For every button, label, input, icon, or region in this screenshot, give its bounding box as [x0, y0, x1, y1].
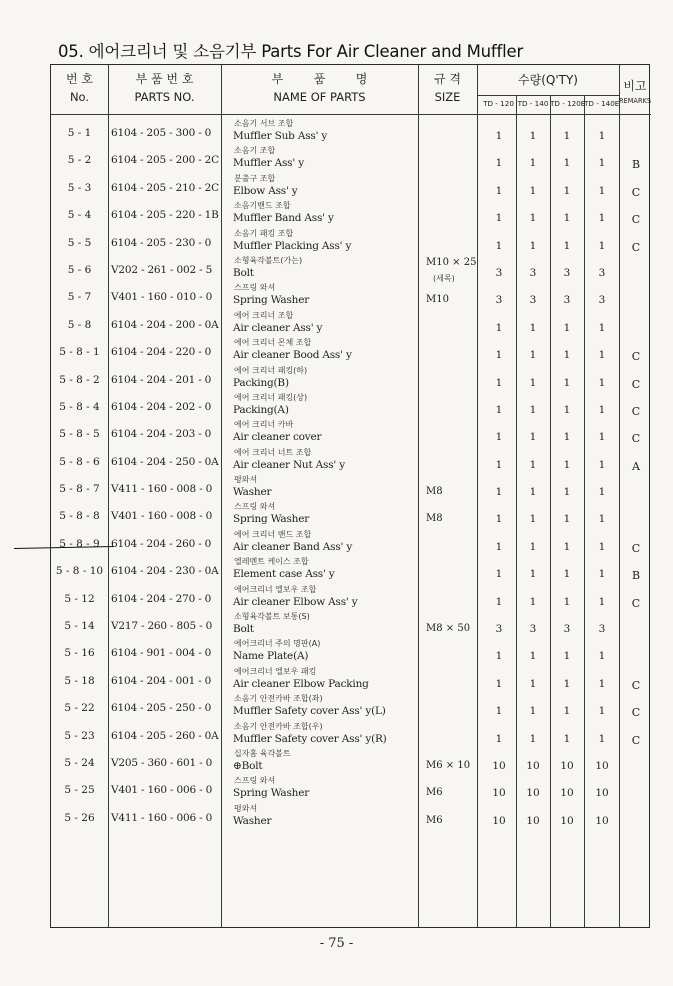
size-spec: M6: [426, 814, 443, 826]
item-number: 5 - 8 - 5: [59, 428, 100, 441]
quantity-cell: 1: [563, 157, 571, 170]
item-number: 5 - 14: [64, 620, 95, 633]
quantity-cell: 1: [495, 595, 503, 608]
remarks-code: C: [631, 706, 641, 720]
item-number: 5 - 6: [67, 263, 92, 276]
part-name-korean: 소형육각볼트 보통(S): [234, 612, 310, 622]
quantity-cell: 1: [495, 376, 503, 389]
quantity-cell: 1: [529, 568, 537, 581]
quantity-cell: 1: [598, 403, 606, 416]
part-number: 6104 - 205 - 230 - 0: [111, 236, 212, 249]
table-row: [51, 227, 651, 254]
part-number: 6104 - 205 - 250 - 0: [111, 702, 212, 715]
quantity-cell: 1: [563, 212, 571, 225]
table-row: [51, 747, 651, 774]
quantity-cell: 10: [526, 814, 540, 827]
part-name-english: Muffler Placking Ass' y: [233, 239, 352, 252]
table-row: [51, 281, 651, 308]
quantity-cell: 1: [495, 513, 503, 526]
quantity-cell: 1: [598, 157, 606, 170]
item-number: 5 - 8 - 7: [59, 483, 100, 496]
part-name-korean: 에어크리너 엘보우 패킹: [234, 666, 317, 676]
part-name-english: Elbow Ass' y: [233, 184, 298, 197]
item-number: 5 - 16: [64, 647, 95, 660]
part-number: V205 - 360 - 601 - 0: [111, 756, 213, 769]
quantity-cell: 1: [563, 540, 571, 553]
quantity-cell: 1: [529, 130, 537, 142]
quantity-cell: 1: [495, 321, 503, 334]
part-name-korean: 평와셔: [234, 475, 258, 485]
quantity-cell: 3: [598, 266, 606, 279]
remarks-code: C: [631, 185, 641, 199]
quantity-cell: 1: [529, 321, 537, 334]
part-number: 6104 - 204 - 001 - 0: [111, 674, 212, 687]
part-number: 6104 - 205 - 210 - 2C: [111, 181, 219, 194]
item-number: 5 - 22: [64, 702, 95, 715]
part-number: V401 - 160 - 010 - 0: [111, 291, 213, 304]
table-row: [51, 637, 651, 664]
size-spec: M8 × 50: [426, 623, 471, 635]
quantity-cell: 3: [563, 266, 571, 279]
remarks-code: A: [632, 459, 640, 473]
quantity-cell: 1: [563, 376, 571, 389]
header-size: 규 격 SIZE: [434, 72, 461, 104]
quantity-cell: 1: [598, 732, 606, 745]
item-number: 5 - 8 - 4: [59, 400, 100, 413]
part-number: V411 - 160 - 008 - 0: [111, 483, 213, 496]
quantity-cell: 3: [598, 294, 606, 307]
item-number: 5 - 8 - 6: [59, 455, 100, 468]
size-spec: M8: [426, 486, 443, 498]
part-number: 6104 - 204 - 203 - 0: [111, 428, 212, 441]
quantity-cell: 1: [529, 677, 537, 690]
quantity-cell: 1: [495, 239, 503, 252]
remarks-code: B: [631, 569, 641, 583]
item-number: 5 - 8 - 2: [59, 373, 100, 386]
header-model-td120: TD - 120: [483, 99, 514, 108]
quantity-cell: 1: [563, 595, 571, 608]
item-number: 5 - 24: [64, 756, 95, 769]
header-model-td120e: TD - 120E: [550, 99, 586, 108]
header-model-td140e: TD - 140E: [584, 99, 620, 108]
part-number: 6104 - 204 - 201 - 0: [111, 373, 212, 386]
item-number: 5 - 8 - 1: [59, 346, 100, 359]
item-number: 5 - 12: [64, 592, 95, 605]
item-number: 5 - 18: [64, 674, 95, 687]
part-name-english: Air cleaner Elbow Ass' y: [233, 595, 358, 608]
quantity-cell: 1: [495, 184, 503, 197]
table-row: [51, 336, 651, 363]
item-number: 5 - 8: [67, 318, 92, 331]
part-name-english: Muffler Safety cover Ass' y(R): [233, 732, 387, 745]
quantity-cell: 1: [529, 540, 537, 553]
quantity-cell: 10: [560, 814, 574, 827]
part-name-english: Spring Washer: [233, 787, 310, 800]
part-number: 6104 - 204 - 250 - 0A: [111, 455, 219, 468]
quantity-cell: 1: [529, 486, 537, 499]
remarks-code: C: [631, 541, 641, 555]
quantity-cell: 1: [598, 486, 606, 499]
table-row: [51, 391, 651, 418]
table-row: [51, 309, 651, 336]
part-name-korean: 스프링 와셔: [234, 502, 276, 512]
quantity-cell: 1: [563, 130, 571, 142]
quantity-cell: 1: [598, 513, 606, 526]
table-row: [51, 692, 651, 719]
quantity-cell: 1: [598, 130, 606, 142]
part-number: V411 - 160 - 006 - 0: [111, 811, 213, 824]
table-row: [51, 172, 651, 199]
quantity-cell: 1: [563, 239, 571, 252]
quantity-cell: 1: [529, 458, 537, 471]
quantity-cell: 3: [495, 266, 503, 279]
header-no: 번 호 No.: [66, 72, 93, 104]
part-name-english: Muffler Band Ass' y: [233, 212, 334, 225]
quantity-cell: 1: [563, 732, 571, 745]
header-model-td140: TD - 140: [517, 99, 549, 108]
quantity-cell: 1: [563, 184, 571, 197]
quantity-cell: 1: [495, 568, 503, 581]
part-number: 6104 - 204 - 200 - 0A: [111, 318, 219, 331]
table-row: [51, 446, 651, 473]
part-name-korean: 십자홈 육각볼트: [234, 748, 291, 758]
part-name-korean: 평와셔: [234, 803, 258, 813]
header-name: 부 품 명 NAME OF PARTS: [271, 72, 368, 104]
part-name-korean: 소음기 서브 조합: [234, 119, 294, 128]
part-name-korean: 에어 크리너 몬체 조합: [234, 338, 312, 348]
size-spec-note: (세목): [433, 273, 455, 283]
page-number: - 75 -: [319, 936, 354, 951]
quantity-cell: 10: [595, 814, 609, 827]
table-row: [51, 610, 651, 637]
table-row: [51, 144, 651, 171]
quantity-cell: 1: [529, 431, 537, 444]
quantity-cell: 1: [598, 540, 606, 553]
part-name-english: Air cleaner Bood Ass' y: [233, 349, 352, 362]
part-name-korean: 엘레멘트 케이스 조합: [234, 557, 309, 567]
table-row: [51, 500, 651, 527]
size-spec: M6: [426, 787, 443, 799]
table-row: [51, 720, 651, 747]
remarks-code: B: [631, 158, 641, 172]
part-name-korean: 소음기 패킹 조합: [234, 228, 294, 238]
quantity-cell: 1: [563, 321, 571, 334]
quantity-cell: 1: [563, 568, 571, 581]
part-number: 6104 - 204 - 230 - 0A: [111, 565, 219, 578]
quantity-cell: 3: [529, 266, 537, 279]
part-name-english: Packing(B): [233, 376, 289, 389]
quantity-cell: 1: [598, 212, 606, 225]
quantity-cell: 1: [495, 157, 503, 170]
remarks-code: C: [631, 432, 641, 446]
part-name-english: Air cleaner cover: [233, 431, 322, 444]
part-name-english: Bolt: [233, 623, 254, 636]
parts-rows: [51, 117, 651, 829]
quantity-cell: 3: [563, 623, 571, 636]
part-number: 6104 - 204 - 220 - 0: [111, 346, 212, 359]
part-number: 6104 - 204 - 270 - 0: [111, 592, 212, 605]
part-number: V202 - 261 - 002 - 5: [111, 263, 213, 276]
quantity-cell: 10: [526, 787, 540, 800]
quantity-cell: 10: [595, 787, 609, 800]
table-row: [51, 117, 651, 144]
quantity-cell: 10: [492, 759, 506, 772]
part-name-korean: 소형육각볼트(가는): [234, 255, 303, 265]
parts-table: [50, 64, 650, 928]
part-number: 6104 - 205 - 220 - 1B: [111, 209, 219, 222]
part-name-english: Bolt: [233, 266, 254, 279]
table-row: [51, 665, 651, 692]
part-name-korean: 에어 크리너 밴드 조합: [234, 529, 312, 539]
quantity-cell: 1: [495, 403, 503, 416]
item-number: 5 - 4: [67, 209, 92, 222]
quantity-cell: 10: [492, 787, 506, 800]
item-number: 5 - 7: [67, 291, 92, 304]
quantity-cell: 1: [563, 486, 571, 499]
remarks-code: C: [631, 240, 641, 254]
size-spec: M10 × 25: [426, 256, 477, 268]
quantity-cell: 3: [529, 623, 537, 636]
quantity-cell: 1: [529, 239, 537, 252]
part-name-english: Washer: [233, 814, 272, 827]
page-title: 05. 에어크리너 및 소음기부 Parts For Air Cleaner and Muffler: [58, 42, 524, 61]
quantity-cell: 1: [563, 513, 571, 526]
table-row: [51, 199, 651, 226]
quantity-cell: 10: [492, 814, 506, 827]
item-number: 5 - 8 - 9: [59, 537, 100, 550]
quantity-cell: 10: [560, 759, 574, 772]
part-name-korean: 소음기밴드 조합: [234, 201, 291, 211]
quantity-cell: 10: [526, 759, 540, 772]
quantity-cell: 1: [529, 157, 537, 170]
part-name-korean: 스프링 와셔: [234, 776, 276, 786]
remarks-code: C: [631, 350, 641, 364]
quantity-cell: 1: [495, 458, 503, 471]
table-row: [51, 364, 651, 391]
part-number: 6104 - 204 - 260 - 0: [111, 537, 212, 550]
header-remarks: 비고 REMARKS: [619, 79, 652, 105]
quantity-cell: 1: [563, 705, 571, 718]
header-parts-no: 부 품 번 호 PARTS NO.: [134, 72, 195, 104]
quantity-cell: 1: [529, 212, 537, 225]
quantity-cell: 3: [495, 623, 503, 636]
quantity-cell: 1: [495, 677, 503, 690]
quantity-cell: 1: [529, 403, 537, 416]
quantity-cell: 1: [598, 184, 606, 197]
quantity-cell: 1: [529, 595, 537, 608]
part-name-korean: 소음기 조합: [234, 146, 276, 156]
part-name-korean: 소음기 안전카바 조합(우): [234, 721, 323, 731]
quantity-cell: 1: [495, 732, 503, 745]
part-name-english: Air cleaner Band Ass' y: [233, 540, 353, 553]
part-name-english: Air cleaner Elbow Packing: [233, 677, 369, 690]
part-name-english: ⊕Bolt: [233, 759, 263, 772]
quantity-cell: 1: [529, 349, 537, 362]
table-row: [51, 583, 651, 610]
quantity-cell: 1: [598, 595, 606, 608]
quantity-cell: 1: [598, 650, 606, 663]
quantity-cell: 1: [598, 677, 606, 690]
quantity-cell: 3: [598, 623, 606, 636]
part-name-korean: 에어 크리너 조합: [234, 310, 294, 320]
quantity-cell: 1: [495, 705, 503, 718]
quantity-cell: 3: [529, 294, 537, 307]
item-number: 5 - 1: [67, 127, 92, 139]
quantity-cell: 1: [495, 486, 503, 499]
quantity-cell: 1: [598, 239, 606, 252]
quantity-cell: 1: [563, 431, 571, 444]
header-qty: 수량(Q'TY): [518, 73, 578, 87]
part-name-english: Element case Ass' y: [233, 568, 335, 581]
item-number: 5 - 23: [64, 729, 95, 742]
part-name-english: Air cleaner Nut Ass' y: [233, 458, 345, 471]
part-name-korean: 스프링 와셔: [234, 283, 276, 293]
quantity-cell: 1: [495, 540, 503, 553]
size-spec: M10: [426, 294, 449, 306]
quantity-cell: 1: [598, 321, 606, 334]
quantity-cell: 1: [563, 349, 571, 362]
part-name-korean: 에어 크리너 패킹(상): [234, 392, 308, 402]
quantity-cell: 1: [598, 705, 606, 718]
item-number: 5 - 25: [64, 784, 95, 797]
remarks-code: C: [631, 596, 641, 610]
quantity-cell: 1: [495, 349, 503, 362]
part-name-english: Washer: [233, 486, 272, 499]
part-name-english: Spring Washer: [233, 294, 310, 307]
remarks-code: C: [631, 678, 641, 692]
table-row: [51, 528, 651, 555]
quantity-cell: 1: [563, 650, 571, 663]
part-number: V401 - 160 - 006 - 0: [111, 784, 213, 797]
remarks-code: C: [631, 404, 641, 418]
part-name-english: Muffler Ass' y: [233, 157, 304, 170]
quantity-cell: 10: [560, 787, 574, 800]
part-number: V217 - 260 - 805 - 0: [111, 620, 213, 633]
table-row: [51, 802, 651, 829]
quantity-cell: 1: [529, 184, 537, 197]
part-number: 6104 - 204 - 202 - 0: [111, 400, 212, 413]
quantity-cell: 3: [563, 294, 571, 307]
item-number: 5 - 8 - 10: [55, 565, 104, 578]
quantity-cell: 1: [495, 130, 503, 142]
part-name-english: Packing(A): [233, 403, 289, 416]
part-name-korean: 에어 크리너 너트 조합: [234, 447, 312, 457]
part-number: V401 - 160 - 008 - 0: [111, 510, 213, 523]
quantity-cell: 1: [598, 376, 606, 389]
item-number: 5 - 3: [67, 181, 92, 194]
part-number: 6104 - 205 - 200 - 2C: [111, 154, 219, 167]
part-name-english: Name Plate(A): [233, 650, 309, 663]
part-name-korean: 소음기 안전카바 조합(좌): [234, 694, 323, 704]
quantity-cell: 1: [598, 458, 606, 471]
quantity-cell: 1: [529, 513, 537, 526]
quantity-cell: 3: [495, 294, 503, 307]
remarks-code: C: [631, 733, 641, 747]
remarks-code: C: [631, 377, 641, 391]
part-name-english: Air cleaner Ass' y: [233, 321, 323, 334]
quantity-cell: 1: [598, 568, 606, 581]
part-name-korean: 에어크리너 엘보우 조합: [234, 584, 317, 594]
part-name-english: Spring Washer: [233, 513, 310, 526]
item-number: 5 - 8 - 8: [59, 510, 100, 523]
remarks-code: C: [631, 213, 641, 227]
quantity-cell: 1: [598, 349, 606, 362]
quantity-cell: 1: [529, 650, 537, 663]
part-name-english: Muffler Safety cover Ass' y(L): [233, 705, 386, 718]
part-number: 6104 - 205 - 260 - 0A: [111, 729, 219, 742]
part-name-korean: 분출구 조합: [234, 173, 276, 183]
table-row: [51, 254, 651, 281]
table-row: [51, 418, 651, 445]
part-name-english: Muffler Sub Ass' y: [233, 130, 328, 142]
item-number: 5 - 5: [67, 236, 92, 249]
item-number: 5 - 2: [67, 154, 92, 167]
size-spec: M8: [426, 513, 443, 525]
size-spec: M6 × 10: [426, 759, 471, 771]
quantity-cell: 1: [495, 431, 503, 444]
quantity-cell: 1: [563, 677, 571, 690]
quantity-cell: 10: [595, 759, 609, 772]
table-row: [51, 473, 651, 500]
table-row: [51, 555, 651, 582]
quantity-cell: 1: [529, 705, 537, 718]
part-name-korean: 에어크리너 주의 명판(A): [234, 639, 321, 649]
quantity-cell: 1: [529, 732, 537, 745]
quantity-cell: 1: [598, 431, 606, 444]
quantity-cell: 1: [495, 650, 503, 663]
part-number: 6104 - 901 - 004 - 0: [111, 647, 212, 660]
quantity-cell: 1: [563, 403, 571, 416]
quantity-cell: 1: [495, 212, 503, 225]
quantity-cell: 1: [563, 458, 571, 471]
part-number: 6104 - 205 - 300 - 0: [111, 127, 212, 139]
item-number: 5 - 26: [64, 811, 95, 824]
part-name-korean: 에어 크리너 패킹(하): [234, 365, 308, 375]
table-row: [51, 774, 651, 801]
quantity-cell: 1: [529, 376, 537, 389]
part-name-korean: 에어 크리너 카바: [234, 420, 294, 430]
